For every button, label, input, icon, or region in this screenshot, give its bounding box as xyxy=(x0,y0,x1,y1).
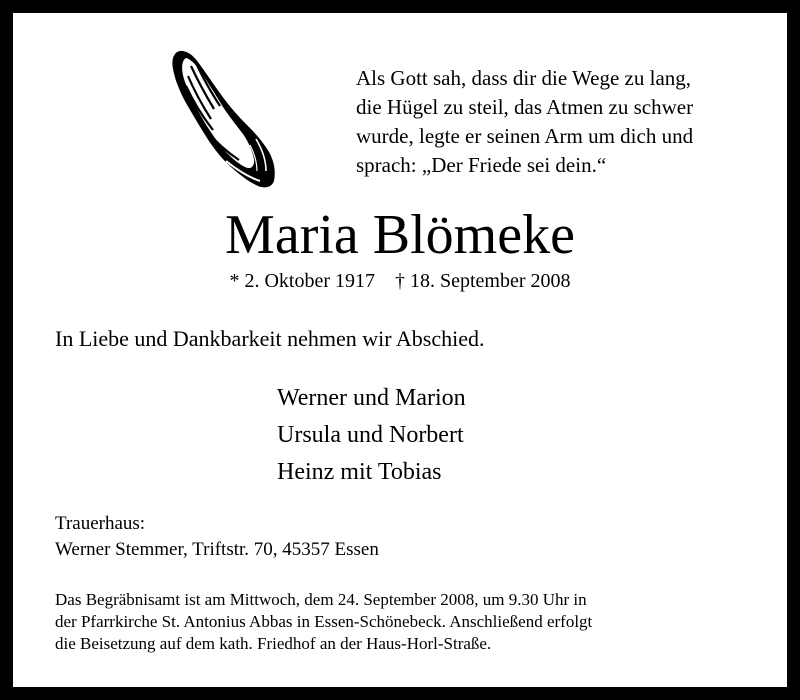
burial-line: Das Begräbnisamt ist am Mittwoch, dem 24. September 2008, um 9.30 Uhr in xyxy=(55,590,587,609)
birth-date: * 2. Oktober 1917 xyxy=(229,270,375,292)
memorial-poem xyxy=(356,64,693,180)
praying-hands-icon xyxy=(166,49,278,189)
poem-line: die Hügel zu steil, das Atmen zu schwer xyxy=(356,95,694,119)
life-dates xyxy=(13,268,787,294)
mourner-line: Werner und Marion xyxy=(277,385,466,411)
trauerhaus-block xyxy=(55,511,379,563)
poem-line: wurde, legte er seinen Arm um dich und xyxy=(356,124,694,148)
poem-line: sprach: „Der Friede sei dein.“ xyxy=(356,153,607,177)
mourner-line: Heinz mit Tobias xyxy=(277,459,442,485)
mourners-list xyxy=(277,380,466,491)
burial-details xyxy=(55,589,592,655)
poem-line: Als Gott sah, dass dir die Wege zu lang, xyxy=(356,66,692,90)
deceased-name: Maria Blömeke xyxy=(225,204,575,266)
trauerhaus-label: Trauerhaus: xyxy=(55,513,146,534)
burial-line: der Pfarrkirche St. Antonius Abbas in Essen-Schönebeck. Anschließend erfolgt xyxy=(55,612,593,631)
death-date: † 18. September 2008 xyxy=(395,270,571,292)
trauerhaus-address: Werner Stemmer, Triftstr. 70, 45357 Essen xyxy=(55,539,379,560)
farewell-text: In Liebe und Dankbarkeit nehmen wir Abschied. xyxy=(55,326,485,351)
burial-line: die Beisetzung auf dem kath. Friedhof an der Haus-Horl-Straße. xyxy=(55,634,492,653)
mourner-line: Ursula und Norbert xyxy=(277,422,464,448)
